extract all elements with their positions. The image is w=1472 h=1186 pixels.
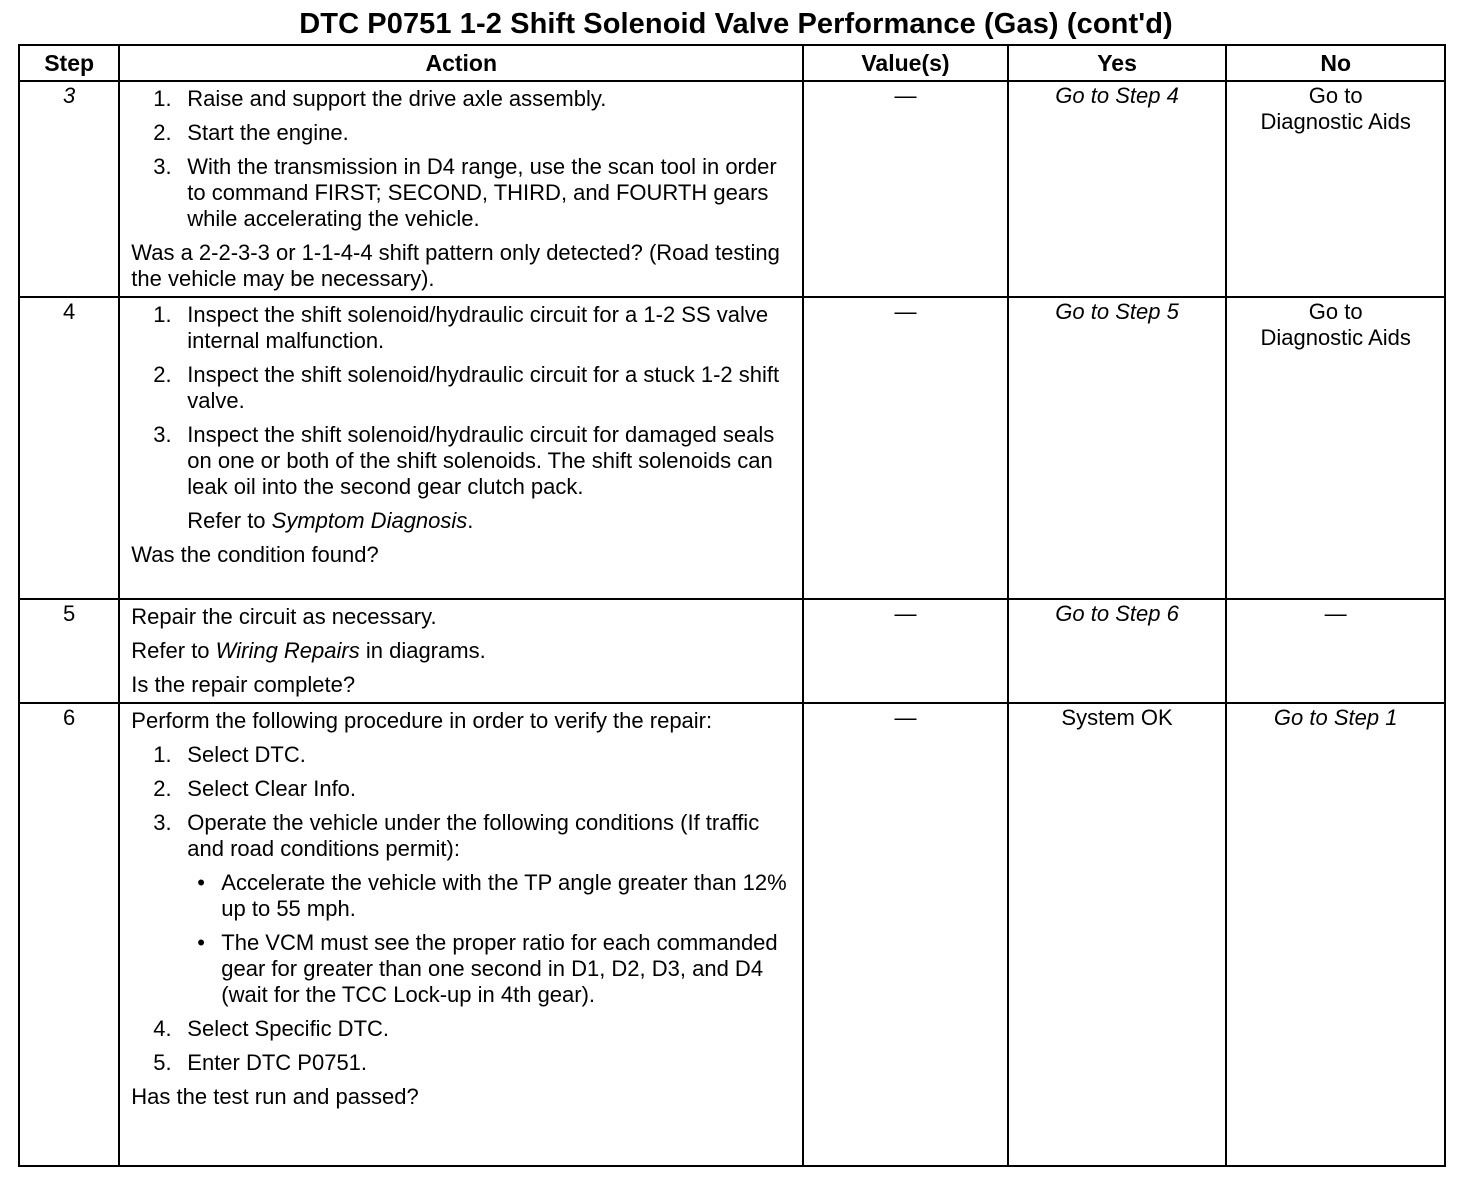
yes-cell: Go to Step 6 — [1008, 599, 1227, 703]
no-text: Go to — [1308, 83, 1363, 108]
no-text: Diagnostic Aids — [1260, 325, 1411, 350]
procedure-list — [131, 86, 792, 232]
procedure-step: 5. Enter DTC P0751. — [153, 1050, 368, 1075]
refer-text: Refer to Wiring Repairs in diagrams. — [131, 638, 486, 663]
procedure-step: 2. Start the engine. — [153, 120, 349, 145]
procedure-list — [131, 742, 792, 1076]
table-row-step-6 — [19, 703, 1445, 1166]
value-text: — — [894, 601, 917, 626]
table-row-step-3 — [19, 81, 1445, 297]
value-text: — — [894, 299, 917, 324]
action-cell — [119, 703, 803, 1166]
condition-item: • The VCM must see the proper ratio for each commanded gear for greater than one second in D1, D2, D3, and D4 (wait for the TCC Lock-up in 4th gear). — [197, 930, 778, 1007]
step-number: 3 — [19, 81, 119, 297]
value-text: — — [894, 705, 917, 730]
procedure-list — [131, 302, 792, 500]
condition-item: • Accelerate the vehicle with the TP angle greater than 12% up to 55 mph. — [197, 870, 787, 921]
yes-cell: Go to Step 4 — [1008, 81, 1227, 297]
no-cell — [1226, 81, 1445, 297]
header-values: Value(s) — [803, 45, 1008, 81]
value-text: — — [894, 83, 917, 108]
action-cell — [119, 81, 803, 297]
diagnostic-table — [18, 44, 1446, 1167]
no-cell — [1226, 599, 1445, 703]
symptom-diagnosis-link[interactable]: Symptom Diagnosis — [271, 508, 468, 533]
step-number: 5 — [19, 599, 119, 703]
no-cell: Go to Step 1 — [1226, 703, 1445, 1166]
table-row-step-5 — [19, 599, 1445, 703]
procedure-step: 1. Inspect the shift solenoid/hydraulic circuit for a 1-2 SS valve internal malfunction. — [153, 302, 769, 353]
procedure-step: 2. Inspect the shift solenoid/hydraulic circuit for a stuck 1-2 shift valve. — [153, 362, 780, 413]
header-action: Action — [119, 45, 803, 81]
value-cell — [803, 81, 1008, 297]
header-no: No — [1226, 45, 1445, 81]
procedure-step: 2. Select Clear Info. — [153, 776, 357, 801]
step-number: 4 — [19, 297, 119, 599]
no-text: Diagnostic Aids — [1260, 109, 1411, 134]
action-text: Repair the circuit as necessary. — [131, 604, 437, 629]
no-text: — — [1324, 601, 1347, 626]
value-cell — [803, 297, 1008, 599]
action-cell — [119, 599, 803, 703]
step-number: 6 — [19, 703, 119, 1166]
value-cell — [803, 599, 1008, 703]
wiring-repairs-link[interactable]: Wiring Repairs — [215, 638, 360, 663]
no-cell — [1226, 297, 1445, 599]
question-text: Was the condition found? — [131, 542, 379, 567]
condition-list — [187, 870, 792, 1008]
yes-cell: System OK — [1008, 703, 1227, 1166]
table-header-row — [19, 45, 1445, 81]
action-cell — [119, 297, 803, 599]
question-text: Was a 2-2-3-3 or 1-1-4-4 shift pattern only detected? (Road testing the vehicle may be necessary). — [131, 240, 780, 291]
intro-text: Perform the following procedure in order to verify the repair: — [131, 708, 713, 733]
procedure-step: 4. Select Specific DTC. — [153, 1016, 390, 1041]
header-yes: Yes — [1008, 45, 1227, 81]
no-text: Go to — [1308, 299, 1363, 324]
yes-cell: Go to Step 5 — [1008, 297, 1227, 599]
procedure-step: 1. Raise and support the drive axle assembly. — [153, 86, 607, 111]
page-title: DTC P0751 1-2 Shift Solenoid Valve Performance (Gas) (cont'd) — [299, 8, 1173, 40]
refer-text: Refer to Symptom Diagnosis. — [187, 508, 474, 533]
question-text: Has the test run and passed? — [131, 1084, 419, 1109]
header-step: Step — [19, 45, 119, 81]
value-cell — [803, 703, 1008, 1166]
procedure-step: 3. Inspect the shift solenoid/hydraulic circuit for damaged seals on one or both of the shift solenoids. The shift solenoids can leak oil into the second gear clutch pack. — [153, 422, 775, 499]
question-text: Is the repair complete? — [131, 672, 356, 697]
table-row-step-4 — [19, 297, 1445, 599]
procedure-step: 3. Operate the vehicle under the following conditions (If traffic and road conditions permit): • Accelerate the vehicle with the TP angle greater than 12% up to 55 mph. • The VCM must see the proper ratio for each commanded gear for greater than one second in D1, D2, D3, and D4 (wait for the TCC Lock-up in 4th gear). — [131, 810, 792, 1008]
procedure-step: 3. With the transmission in D4 range, use the scan tool in order to command FIRST; SECOND, THIRD, and FOURTH gears while accelerating the vehicle. — [153, 154, 777, 231]
procedure-step: 1. Select DTC. — [153, 742, 306, 767]
